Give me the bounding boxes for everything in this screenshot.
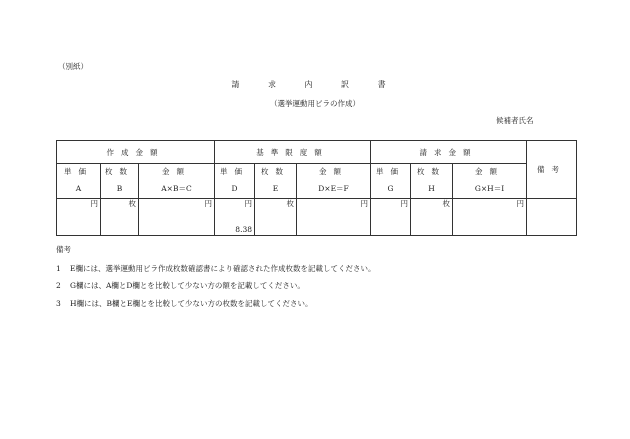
value-cell: 枚 — [411, 199, 453, 236]
col-header: 金額 D×E＝F — [297, 164, 371, 199]
value-cell: 円 8.38 — [215, 199, 255, 236]
col-header: 枚数 H — [411, 164, 453, 199]
notes-label: 備考 — [56, 245, 71, 254]
itemized-claim-table — [56, 140, 577, 236]
col-header: 単価 D — [215, 164, 255, 199]
group-header-limit: 基準限度額 — [215, 141, 371, 164]
note-item: 2 G欄には、A欄とD欄とを比較して少ない方の額を記載してください。 — [56, 281, 305, 290]
value-cell: 円 — [139, 199, 215, 236]
note-item: 3 H欄には、B欄とE欄とを比較して少ない方の枚数を記載してください。 — [56, 299, 313, 308]
col-header: 枚数 B — [101, 164, 139, 199]
value-cell: 円 — [453, 199, 527, 236]
col-header: 金額 A×B＝C — [139, 164, 215, 199]
group-header-row — [57, 141, 577, 164]
value-cell: 円 — [371, 199, 411, 236]
value-cell: 円 — [57, 199, 101, 236]
remarks-cell — [527, 199, 577, 236]
document-subtitle: （選挙運動用ビラの作成） — [270, 99, 360, 108]
unit-price-limit-value: 8.38 — [235, 225, 252, 234]
col-header: 単価 G — [371, 164, 411, 199]
group-header-production: 作成金額 — [57, 141, 215, 164]
remarks-header: 備考 — [527, 141, 577, 199]
value-cell: 円 — [297, 199, 371, 236]
value-row — [57, 199, 577, 236]
document-title: 請 求 内 訳 書 — [231, 80, 399, 89]
value-cell: 枚 — [255, 199, 297, 236]
col-header: 金額 G×H＝I — [453, 164, 527, 199]
attachment-label: （別紙） — [58, 62, 88, 71]
column-header-row — [57, 164, 577, 199]
note-item: 1 E欄には、選挙運動用ビラ作成枚数確認書により確認された作成枚数を記載してください。 — [56, 264, 376, 273]
col-header: 単価 A — [57, 164, 101, 199]
candidate-name-label: 候補者氏名 — [496, 116, 534, 125]
group-header-claim: 請求金額 — [371, 141, 527, 164]
value-cell: 枚 — [101, 199, 139, 236]
col-header: 枚数 E — [255, 164, 297, 199]
